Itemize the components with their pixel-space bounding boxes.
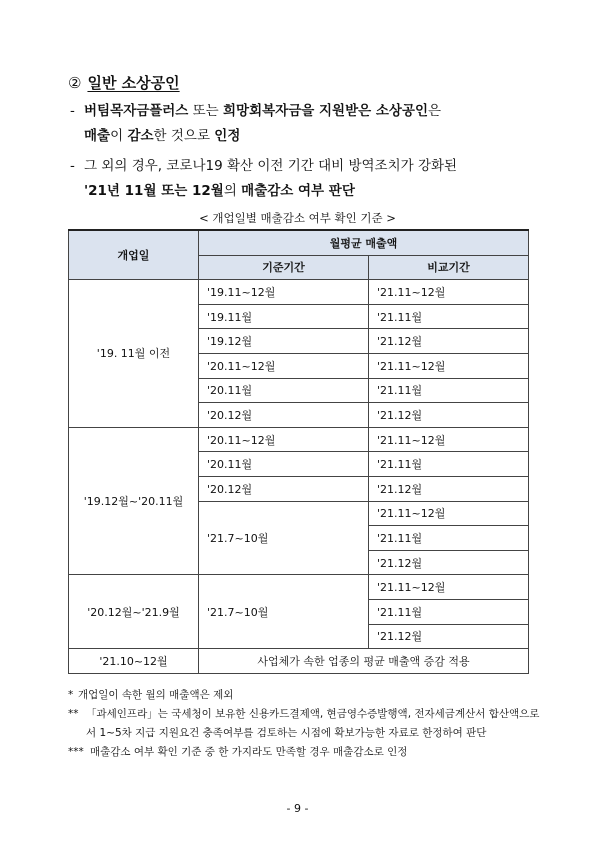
footnotes <box>68 686 548 762</box>
footnote-mark: ** <box>68 708 79 720</box>
table-cell: '20.11~12월 <box>199 427 369 452</box>
bullet-dash: - <box>70 158 75 174</box>
bullet-item-2 <box>70 154 550 204</box>
table-cell: '21.12월 <box>369 624 529 649</box>
footnote-text: 매출감소 여부 확인 기준 중 한 가지라도 만족할 경우 매출감소로 인정 <box>90 746 408 758</box>
bullet2-bold-4: 매출감소 여부 판단 <box>241 183 355 199</box>
bullet2-text-1: 그 외의 경우, 코로나19 확산 이전 기간 대비 방역조치가 강화된 <box>84 158 458 174</box>
table-cell: '20.12월 <box>199 476 369 501</box>
footnote-text: 개업일이 속한 월의 매출액은 제외 <box>78 689 234 701</box>
table-cell: '21.11월 <box>369 378 529 403</box>
table-cell: '21.12월 <box>369 329 529 354</box>
table-cell: '21.11월 <box>369 526 529 551</box>
section-title <box>68 72 180 93</box>
bullet2-bold-2: '21년 11월 또는 12월 <box>84 183 224 199</box>
bullet1-bold-1: 버팀목자금플러스 <box>84 103 189 119</box>
table-cell: '19.11월 <box>199 304 369 329</box>
table-cell: '21.11~12월 <box>369 501 529 526</box>
bullet1-bold-9: 인정 <box>214 128 241 144</box>
table-cell: '21.11월 <box>369 452 529 477</box>
group4-label: '21.10~12월 <box>69 649 199 674</box>
footnote-mark: *** <box>68 746 84 758</box>
table-cell: '21.11~12월 <box>369 427 529 452</box>
table-caption: < 개업일별 매출감소 여부 확인 기준 > <box>199 211 396 225</box>
table-cell: '20.12월 <box>199 403 369 428</box>
table-cell: '19.12월 <box>199 329 369 354</box>
footnote-2 <box>68 705 548 743</box>
group3-base-span: '21.7~10월 <box>199 575 369 649</box>
table-cell: '21.11~12월 <box>369 575 529 600</box>
criteria-table <box>68 229 529 674</box>
table-cell: '20.11월 <box>199 378 369 403</box>
header-compare-period: 비교기간 <box>369 255 529 280</box>
table-cell: '21.11~12월 <box>369 353 529 378</box>
bullet1-bold-7: 감소 <box>127 128 154 144</box>
footnote-3 <box>68 743 548 762</box>
table-cell: '21.11~12월 <box>369 280 529 305</box>
table-cell: '21.12월 <box>369 403 529 428</box>
group3-label: '20.12월~'21.9월 <box>69 575 199 649</box>
section-title-text: 일반 소상공인 <box>87 74 180 92</box>
group2-base-span: '21.7~10월 <box>199 501 369 575</box>
bullet1-bold-3: 희망회복자금을 지원받은 소상공인 <box>223 103 429 119</box>
group4-note: 사업체가 속한 업종의 평균 매출액 증감 적용 <box>199 649 529 674</box>
table-cell: '20.11~12월 <box>199 353 369 378</box>
group2-label: '19.12월~'20.11월 <box>69 427 199 575</box>
bullet1-text-8: 한 것으로 <box>153 128 215 144</box>
bullet1-text-4: 은 <box>428 103 442 119</box>
table-cell: '21.12월 <box>369 550 529 575</box>
header-base-period: 기준기간 <box>199 255 369 280</box>
bullet2-text-3: 의 <box>223 183 242 199</box>
bullet-item-1 <box>70 99 550 149</box>
table-cell: '21.11월 <box>369 304 529 329</box>
table-cell: '20.11월 <box>199 452 369 477</box>
bullet1-bold-5: 매출 <box>84 128 111 144</box>
footnote-mark: * <box>68 689 74 701</box>
footnote-1 <box>68 686 548 705</box>
footnote-text: 「과세인프라」는 국세청이 보유한 신용카드결제액, 현금영수증발행액, 전자세금계산서 합산액으로서 1~5차 지급 지원요건 충족여부를 검토하는 시점에 확보가능한 자료로 한정하여 판단 <box>86 708 540 739</box>
bullet1-text-2: 또는 <box>188 103 223 119</box>
page-number: - 9 - <box>286 802 309 815</box>
table-cell: '19.11~12월 <box>199 280 369 305</box>
table-cell: '21.11월 <box>369 599 529 624</box>
bullet1-text-6: 이 <box>110 128 128 144</box>
header-open-date: 개업일 <box>69 230 199 280</box>
header-avg-sales: 월평균 매출액 <box>199 230 529 255</box>
table-cell: '21.12월 <box>369 476 529 501</box>
section-number: ② <box>68 74 82 92</box>
group1-label: '19. 11월 이전 <box>69 280 199 428</box>
bullet-dash: - <box>70 103 75 119</box>
